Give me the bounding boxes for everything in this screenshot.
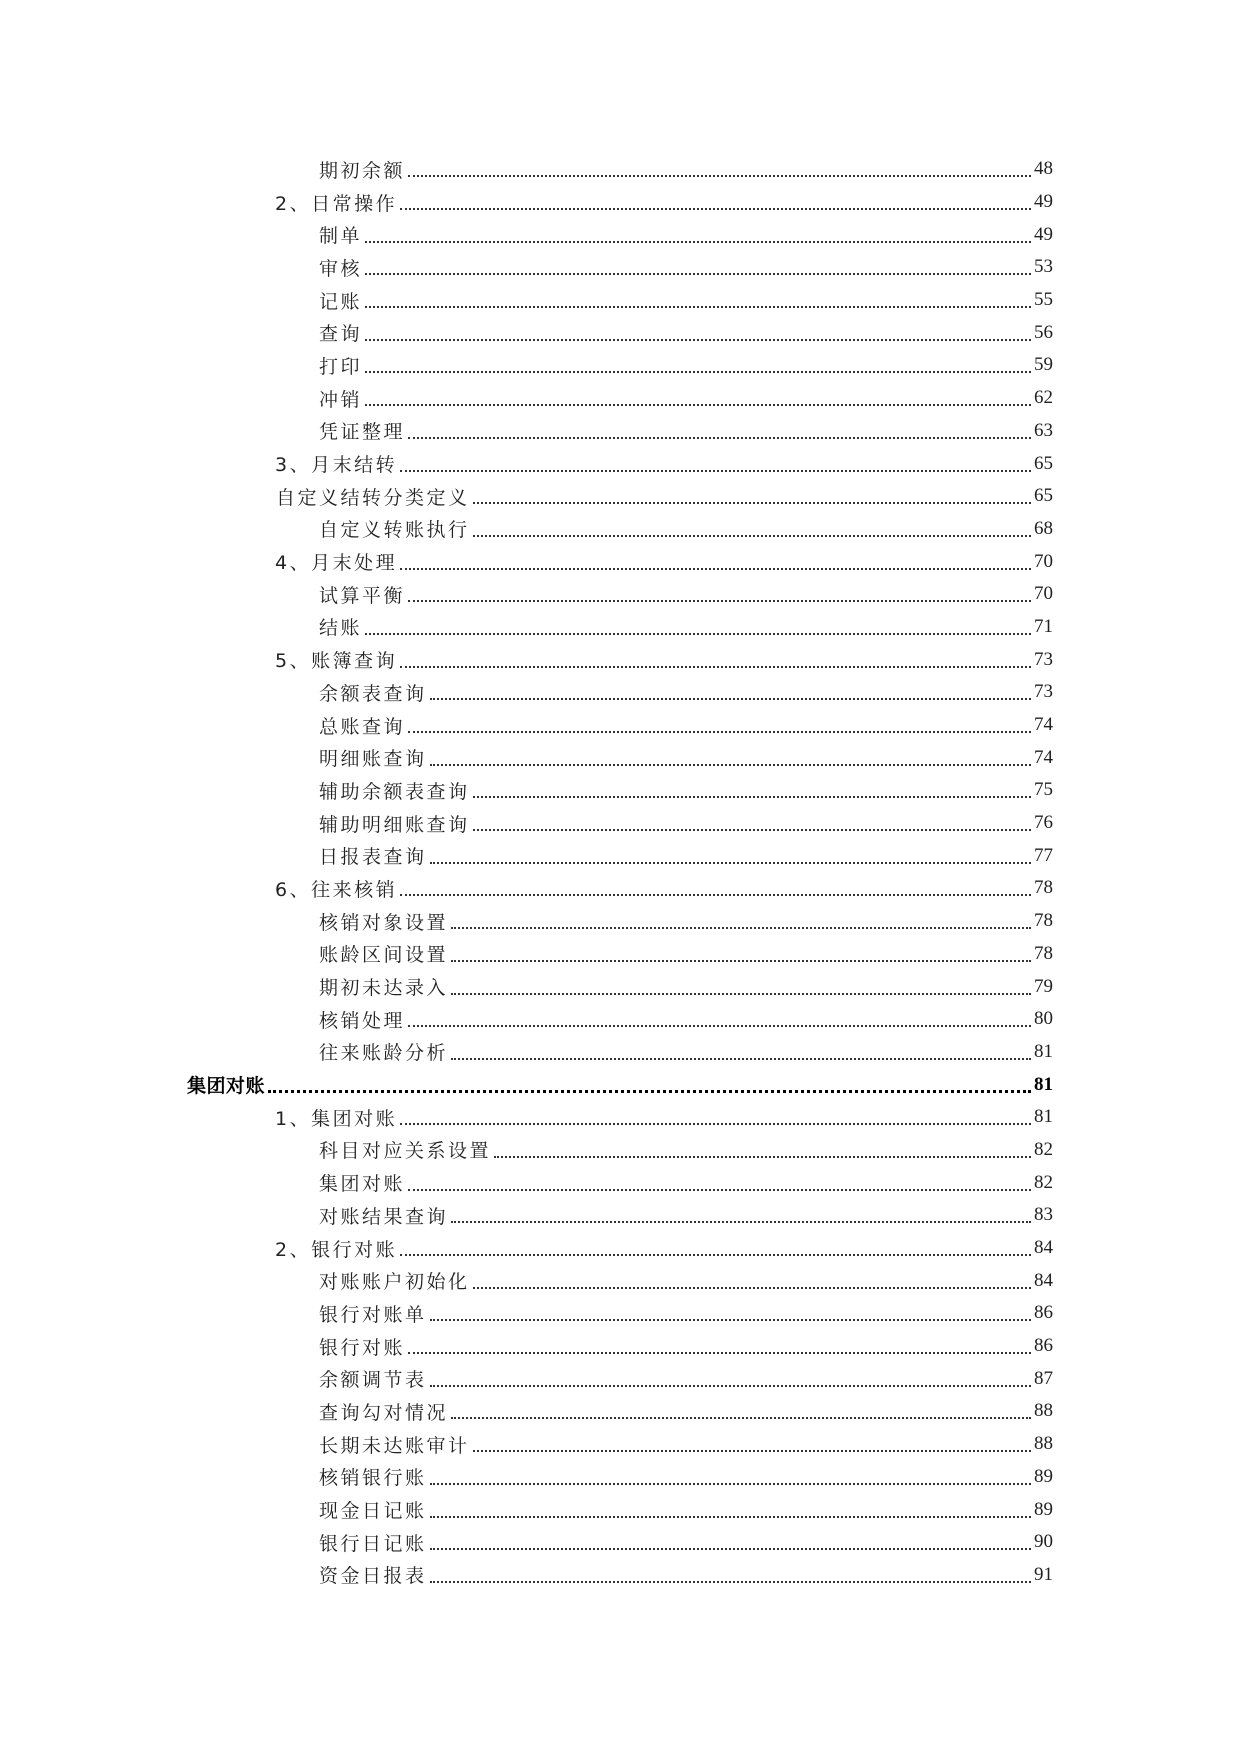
toc-entry[interactable] — [0, 611, 1241, 644]
toc-entry[interactable] — [0, 1526, 1241, 1559]
toc-entry-line — [319, 349, 1053, 382]
toc-entry-line — [319, 1461, 1053, 1494]
toc-entry-page-number: 86 — [1034, 1302, 1053, 1324]
toc-entry-page-number: 74 — [1034, 746, 1053, 768]
toc-entry[interactable] — [0, 1232, 1241, 1265]
dot-leader — [400, 470, 1031, 472]
toc-entry-title: 总账查询 — [319, 715, 406, 738]
dot-leader — [430, 1581, 1031, 1583]
toc-entry-line — [319, 382, 1053, 415]
toc-entry-title: 科目对应关系设置 — [319, 1140, 492, 1163]
toc-entry-title: 辅助明细账查询 — [319, 813, 470, 836]
toc-entry-page-number: 70 — [1034, 583, 1053, 605]
toc-entry-page-number: 88 — [1034, 1433, 1053, 1455]
toc-entry-line — [319, 1134, 1053, 1167]
toc-entry[interactable] — [0, 872, 1241, 905]
toc-entry[interactable] — [0, 1068, 1241, 1101]
toc-entry-page-number: 78 — [1034, 942, 1053, 964]
toc-entry-title: 银行对账单 — [319, 1303, 427, 1326]
toc-entry-line — [319, 938, 1053, 971]
toc-entry[interactable] — [0, 1559, 1241, 1592]
toc-entry[interactable] — [0, 1199, 1241, 1232]
dot-leader — [400, 208, 1031, 210]
toc-entry-title: 对账结果查询 — [319, 1205, 449, 1228]
toc-entry[interactable] — [0, 1166, 1241, 1199]
toc-entry-line — [319, 316, 1053, 349]
dot-leader — [430, 1516, 1031, 1518]
toc-entry-title: 明细账查询 — [319, 748, 427, 771]
dot-leader — [430, 1483, 1031, 1485]
toc-entry-title: 2、银行对账 — [275, 1238, 398, 1261]
toc-entry-page-number: 49 — [1034, 191, 1053, 213]
toc-entry[interactable] — [0, 1362, 1241, 1395]
toc-entry-title: 2、日常操作 — [275, 192, 398, 215]
toc-entry-page-number: 88 — [1034, 1400, 1053, 1422]
toc-entry[interactable] — [0, 1264, 1241, 1297]
dot-leader — [400, 894, 1031, 896]
toc-entry-page-number: 79 — [1034, 975, 1053, 997]
toc-entry-page-number: 78 — [1034, 910, 1053, 932]
toc-entry-line — [319, 1559, 1053, 1592]
toc-entry-line — [319, 807, 1053, 840]
dot-leader — [408, 437, 1031, 439]
toc-entry[interactable] — [0, 1101, 1241, 1134]
dot-leader — [400, 666, 1031, 668]
dot-leader — [451, 993, 1031, 995]
toc-entry[interactable] — [0, 938, 1241, 971]
toc-entry-line — [319, 578, 1053, 611]
toc-entry-title: 凭证整理 — [319, 421, 406, 444]
toc-entry-page-number: 91 — [1034, 1563, 1053, 1585]
toc-entry-title: 打印 — [319, 355, 363, 378]
dot-leader — [430, 764, 1031, 766]
dot-leader — [430, 698, 1031, 700]
toc-entry-page-number: 68 — [1034, 517, 1053, 539]
dot-leader — [473, 1450, 1031, 1452]
toc-entry-title: 银行日记账 — [319, 1532, 427, 1555]
toc-entry-page-number: 75 — [1034, 779, 1053, 801]
toc-entry-title: 辅助余额表查询 — [319, 780, 470, 803]
dot-leader — [473, 535, 1031, 537]
dot-leader — [451, 927, 1031, 929]
dot-leader — [365, 306, 1031, 308]
toc-entry-line — [319, 1395, 1053, 1428]
toc-entry-line — [319, 1036, 1053, 1069]
dot-leader — [365, 633, 1031, 635]
toc-entry-page-number: 89 — [1034, 1498, 1053, 1520]
dot-leader — [365, 339, 1031, 341]
toc-entry-page-number: 74 — [1034, 714, 1053, 736]
toc-entry-title: 余额调节表 — [319, 1369, 427, 1392]
dot-leader — [473, 1287, 1031, 1289]
toc-entry-title: 查询 — [319, 323, 363, 346]
dot-leader — [408, 1352, 1031, 1354]
dot-leader — [430, 862, 1031, 864]
toc-entry-title: 试算平衡 — [319, 584, 406, 607]
toc-entry-title: 长期未达账审计 — [319, 1434, 470, 1457]
toc-entry-page-number: 84 — [1034, 1237, 1053, 1259]
toc-entry-title: 集团对账 — [319, 1173, 406, 1196]
toc-entry[interactable] — [0, 513, 1241, 546]
toc-entry-line — [319, 1493, 1053, 1526]
toc-entry[interactable] — [0, 970, 1241, 1003]
toc-entry-line — [319, 153, 1053, 186]
toc-entry-title: 冲销 — [319, 388, 363, 411]
toc-entry-line — [275, 643, 1053, 676]
toc-entry-title: 结账 — [319, 617, 363, 640]
toc-entry-title: 期初余额 — [319, 159, 406, 182]
toc-entry-line — [319, 1264, 1053, 1297]
toc-entry-page-number: 87 — [1034, 1367, 1053, 1389]
dot-leader — [473, 796, 1031, 798]
toc-entry-line — [319, 1330, 1053, 1363]
toc-entry-title: 核销对象设置 — [319, 911, 449, 934]
dot-leader — [408, 1025, 1031, 1027]
toc-entry[interactable] — [0, 905, 1241, 938]
toc-entry-page-number: 55 — [1034, 289, 1053, 311]
toc-entry-line — [275, 186, 1053, 219]
toc-entry-page-number: 59 — [1034, 354, 1053, 376]
toc-entry-line — [319, 1297, 1053, 1330]
toc-entry-title: 核销处理 — [319, 1009, 406, 1032]
toc-entry-page-number: 65 — [1034, 452, 1053, 474]
toc-entry-title: 余额表查询 — [319, 682, 427, 705]
dot-leader — [451, 1058, 1031, 1060]
toc-entry-line — [319, 676, 1053, 709]
dot-leader — [473, 502, 1031, 504]
toc-entry-page-number: 77 — [1034, 844, 1053, 866]
dot-leader — [494, 1156, 1031, 1158]
toc-entry[interactable] — [0, 1297, 1241, 1330]
toc-entry-line — [319, 1166, 1053, 1199]
dot-leader — [430, 1548, 1031, 1550]
toc-entry[interactable] — [0, 578, 1241, 611]
toc-entry-line — [319, 284, 1053, 317]
toc-entry[interactable] — [0, 415, 1241, 448]
toc-entry-title: 核销银行账 — [319, 1467, 427, 1490]
toc-entry-line — [275, 1232, 1053, 1265]
toc-entry[interactable] — [0, 1330, 1241, 1363]
dot-leader — [473, 829, 1031, 831]
toc-entry-line — [319, 251, 1053, 284]
dot-leader — [400, 568, 1031, 570]
toc-entry[interactable] — [0, 1493, 1241, 1526]
toc-entry-line — [319, 1526, 1053, 1559]
dot-leader — [430, 1385, 1031, 1387]
toc-entry-title: 自定义转账执行 — [319, 519, 470, 542]
toc-entry[interactable] — [0, 382, 1241, 415]
toc-entry-title: 查询勾对情况 — [319, 1401, 449, 1424]
toc-entry-page-number: 83 — [1034, 1204, 1053, 1226]
toc-entry-title: 5、账簿查询 — [275, 650, 398, 673]
toc-entry[interactable] — [0, 1134, 1241, 1167]
toc-entry-page-number: 70 — [1034, 550, 1053, 572]
toc-entry-page-number: 63 — [1034, 419, 1053, 441]
toc-entry-title: 往来账龄分析 — [319, 1042, 449, 1065]
dot-leader — [408, 175, 1031, 177]
toc-entry-title: 银行对账 — [319, 1336, 406, 1359]
dot-leader — [451, 1221, 1031, 1223]
toc-entry[interactable] — [0, 316, 1241, 349]
toc-entry[interactable] — [0, 807, 1241, 840]
toc-entry-title: 资金日报表 — [319, 1565, 427, 1588]
toc-entry[interactable] — [0, 676, 1241, 709]
toc-entry-line — [319, 1199, 1053, 1232]
toc-entry-line — [319, 218, 1053, 251]
toc-entry-title: 1、集团对账 — [275, 1107, 398, 1130]
table-of-contents — [0, 153, 1241, 1591]
toc-entry-page-number: 90 — [1034, 1531, 1053, 1553]
toc-entry-page-number: 73 — [1034, 681, 1053, 703]
toc-entry-title: 制单 — [319, 225, 363, 248]
dot-leader — [451, 960, 1031, 962]
dot-leader — [365, 273, 1031, 275]
toc-entry-title: 记账 — [319, 290, 363, 313]
toc-entry-line — [319, 905, 1053, 938]
dot-leader — [268, 1090, 1031, 1093]
dot-leader — [400, 1254, 1031, 1256]
toc-entry-line — [275, 447, 1053, 480]
toc-entry[interactable] — [0, 251, 1241, 284]
toc-entry-line — [319, 839, 1053, 872]
toc-entry-page-number: 81 — [1034, 1040, 1053, 1062]
toc-entry[interactable] — [0, 774, 1241, 807]
toc-entry-title: 审核 — [319, 257, 363, 280]
toc-entry-title: 日报表查询 — [319, 846, 427, 869]
dot-leader — [365, 404, 1031, 406]
toc-entry-line — [319, 970, 1053, 1003]
toc-entry-page-number: 82 — [1034, 1138, 1053, 1160]
toc-entry-title: 自定义结转分类定义 — [276, 486, 470, 509]
toc-entry-page-number: 48 — [1034, 158, 1053, 180]
toc-entry-line — [319, 1428, 1053, 1461]
toc-entry-page-number: 49 — [1034, 223, 1053, 245]
toc-entry[interactable] — [0, 186, 1241, 219]
toc-entry[interactable] — [0, 218, 1241, 251]
toc-entry-page-number: 82 — [1034, 1171, 1053, 1193]
toc-entry-line — [319, 1003, 1053, 1036]
toc-entry-page-number: 76 — [1034, 812, 1053, 834]
toc-entry[interactable] — [0, 545, 1241, 578]
toc-entry[interactable] — [0, 349, 1241, 382]
dot-leader — [451, 1417, 1031, 1419]
toc-entry[interactable] — [0, 1428, 1241, 1461]
toc-entry-page-number: 73 — [1034, 648, 1053, 670]
toc-entry-page-number: 62 — [1034, 387, 1053, 409]
dot-leader — [408, 1189, 1031, 1191]
dot-leader — [430, 1319, 1031, 1321]
toc-entry-title: 4、月末处理 — [275, 552, 398, 575]
toc-entry[interactable] — [0, 839, 1241, 872]
toc-entry-line — [319, 611, 1053, 644]
toc-entry[interactable] — [0, 1395, 1241, 1428]
dot-leader — [408, 731, 1031, 733]
toc-entry[interactable] — [0, 709, 1241, 742]
toc-entry-line — [275, 1101, 1053, 1134]
toc-entry[interactable] — [0, 447, 1241, 480]
toc-entry[interactable] — [0, 284, 1241, 317]
dot-leader — [408, 600, 1031, 602]
toc-entry-title: 集团对账 — [187, 1075, 266, 1098]
toc-entry[interactable] — [0, 480, 1241, 513]
toc-entry-line — [319, 415, 1053, 448]
toc-entry-title: 对账账户初始化 — [319, 1271, 470, 1294]
toc-entry[interactable] — [0, 1003, 1241, 1036]
toc-entry-page-number: 53 — [1034, 256, 1053, 278]
toc-entry-page-number: 84 — [1034, 1269, 1053, 1291]
toc-entry-line — [319, 1362, 1053, 1395]
toc-entry[interactable] — [0, 153, 1241, 186]
dot-leader — [400, 1123, 1031, 1125]
toc-entry-page-number: 65 — [1034, 485, 1053, 507]
toc-entry-page-number: 80 — [1034, 1008, 1053, 1030]
toc-entry-page-number: 81 — [1034, 1073, 1053, 1095]
toc-entry-line — [275, 545, 1053, 578]
toc-entry-title: 3、月末结转 — [275, 454, 398, 477]
toc-entry-page-number: 81 — [1034, 1106, 1053, 1128]
toc-entry-page-number: 71 — [1034, 615, 1053, 637]
toc-entry-title: 账龄区间设置 — [319, 944, 449, 967]
toc-entry[interactable] — [0, 741, 1241, 774]
toc-entry-title: 6、往来核销 — [275, 878, 398, 901]
toc-entry-title: 期初未达录入 — [319, 977, 449, 1000]
toc-entry-line — [319, 513, 1053, 546]
toc-entry-line — [276, 480, 1053, 513]
toc-entry-line — [275, 872, 1053, 905]
toc-entry[interactable] — [0, 643, 1241, 676]
toc-entry-line — [319, 741, 1053, 774]
toc-entry-page-number: 56 — [1034, 321, 1053, 343]
toc-entry-line — [187, 1068, 1053, 1101]
toc-entry[interactable] — [0, 1461, 1241, 1494]
toc-entry-line — [319, 709, 1053, 742]
dot-leader — [365, 371, 1031, 373]
toc-entry-page-number: 78 — [1034, 877, 1053, 899]
toc-entry-page-number: 86 — [1034, 1335, 1053, 1357]
toc-entry-line — [319, 774, 1053, 807]
toc-entry[interactable] — [0, 1036, 1241, 1069]
toc-entry-title: 现金日记账 — [319, 1500, 427, 1523]
toc-entry-page-number: 89 — [1034, 1465, 1053, 1487]
dot-leader — [365, 241, 1031, 243]
